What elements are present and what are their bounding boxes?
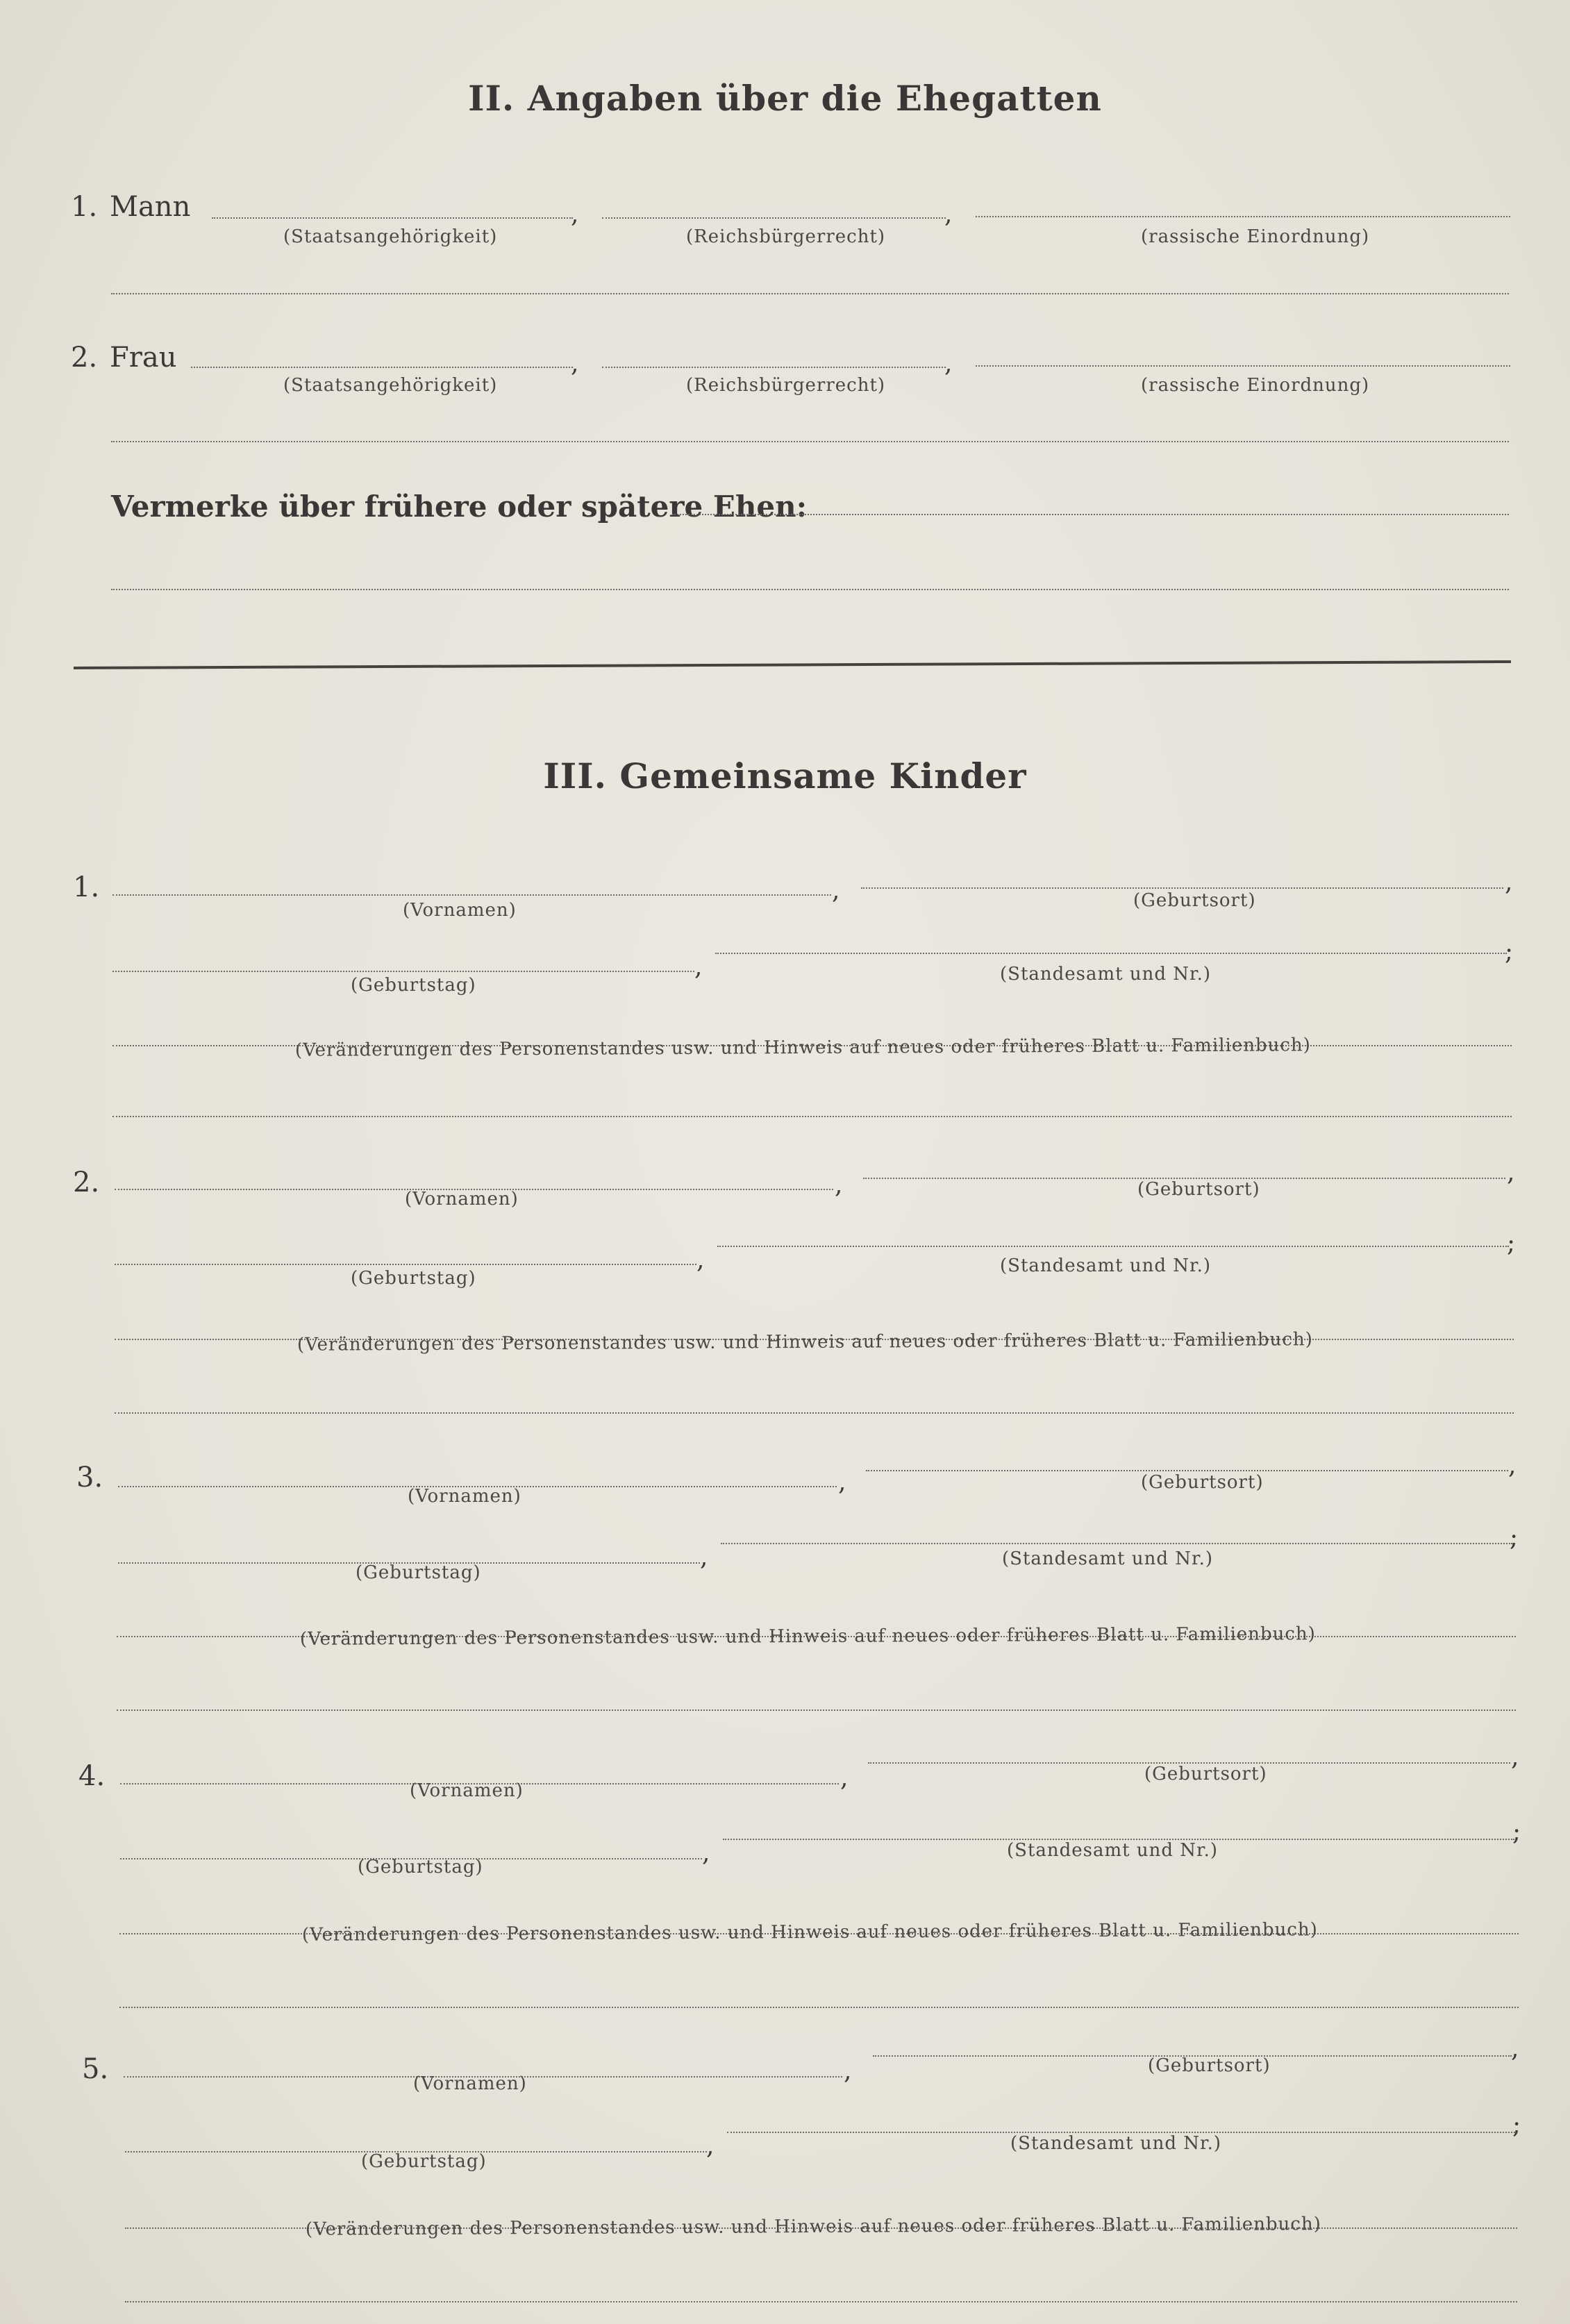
semicolon: ; — [1507, 1229, 1516, 1257]
caption-birthday: (Geburtstag) — [351, 1268, 476, 1289]
caption-changes: (Veränderungen des Personenstandes usw. und Hinweis auf neues oder früheres Blatt u. Familienbuch) — [294, 1035, 1311, 1061]
comma: , — [702, 1839, 710, 1867]
caption-given-names: (Vornamen) — [413, 2073, 527, 2094]
woman-racial-field[interactable] — [976, 365, 1510, 367]
remarks-extra-line[interactable] — [111, 589, 1509, 590]
spouse-label-man: Mann — [110, 191, 191, 223]
child-number: 3. — [76, 1462, 103, 1494]
caption-citizenship: (Staatsangehörigkeit) — [283, 226, 498, 247]
caption-birthday: (Geburtstag) — [358, 1857, 483, 1878]
comma: , — [706, 2132, 715, 2160]
caption-given-names: (Vornamen) — [405, 1189, 519, 1210]
comma: , — [1505, 868, 1513, 896]
caption-birthday: (Geburtstag) — [356, 1562, 481, 1583]
caption-changes: (Veränderungen des Personenstandes usw. und Hinweis auf neues oder früheres Blatt u. Familienbuch) — [301, 1919, 1318, 1946]
semicolon: ; — [1512, 2111, 1521, 2139]
child-registry-field[interactable] — [715, 953, 1507, 954]
remarks-field[interactable] — [672, 514, 1509, 515]
spouse-number-man: 1. — [71, 191, 98, 223]
comma: , — [944, 200, 953, 228]
child-birthplace-field[interactable] — [861, 887, 1503, 889]
comma: , — [944, 349, 953, 378]
comma: , — [838, 1468, 846, 1496]
comma: , — [571, 200, 579, 228]
man-reich-citizenship-field[interactable] — [602, 217, 946, 219]
comma: , — [700, 1543, 708, 1571]
semicolon: ; — [1510, 1523, 1519, 1552]
child-registry-field[interactable] — [721, 1543, 1512, 1544]
semicolon: ; — [1505, 937, 1514, 966]
child-extra-line[interactable] — [125, 2301, 1517, 2302]
comma: , — [1507, 1158, 1515, 1187]
caption-racial: (rassische Einordnung) — [1141, 226, 1370, 247]
caption-given-names: (Vornamen) — [410, 1780, 524, 1801]
caption-birthplace: (Geburtsort) — [1148, 2055, 1271, 2076]
man-citizenship-field[interactable] — [212, 217, 573, 219]
woman-citizenship-field[interactable] — [191, 367, 573, 368]
caption-changes: (Veränderungen des Personenstandes usw. und Hinweis auf neues oder früheres Blatt u. Familienbuch) — [299, 1623, 1316, 1650]
child-birthday-field[interactable] — [112, 971, 694, 972]
child-number: 2. — [73, 1167, 100, 1198]
comma: , — [1511, 2034, 1519, 2063]
comma: , — [1511, 1743, 1519, 1771]
comma: , — [840, 1764, 849, 1792]
semicolon: ; — [1512, 1818, 1521, 1846]
caption-registry: (Standesamt und Nr.) — [1010, 2133, 1222, 2154]
caption-given-names: (Vornamen) — [403, 900, 517, 921]
comma: , — [696, 1246, 705, 1274]
child-number: 5. — [82, 2053, 109, 2085]
section-title-spouses: II. Angaben über die Ehegatten — [468, 78, 1102, 119]
section-title-children: III. Gemeinsame Kinder — [543, 755, 1027, 796]
caption-changes: (Veränderungen des Personenstandes usw. und Hinweis auf neues oder früheres Blatt u. Familienbuch) — [305, 2214, 1321, 2240]
comma: , — [571, 349, 579, 378]
caption-birthplace: (Geburtsort) — [1141, 1472, 1264, 1493]
child-extra-line[interactable] — [115, 1412, 1514, 1414]
caption-registry: (Standesamt und Nr.) — [1000, 1255, 1212, 1276]
caption-birthplace: (Geburtsort) — [1133, 890, 1256, 911]
child-extra-line[interactable] — [117, 1709, 1516, 1711]
spouse-number-woman: 2. — [71, 342, 98, 374]
child-registry-field[interactable] — [717, 1246, 1509, 1247]
child-given-names-field[interactable] — [112, 894, 831, 896]
caption-registry: (Standesamt und Nr.) — [1007, 1840, 1219, 1861]
spouse-label-woman: Frau — [110, 342, 177, 374]
caption-reich-citizenship: (Reichsbürgerrecht) — [686, 375, 886, 396]
comma: , — [1508, 1451, 1517, 1480]
caption-registry: (Standesamt und Nr.) — [1002, 1548, 1214, 1569]
comma: , — [832, 876, 840, 905]
caption-given-names: (Vornamen) — [408, 1486, 521, 1507]
woman-extra-line[interactable] — [111, 441, 1509, 442]
caption-birthplace: (Geburtsort) — [1137, 1179, 1260, 1200]
caption-citizenship: (Staatsangehörigkeit) — [283, 375, 498, 396]
comma: , — [835, 1171, 843, 1199]
child-extra-line[interactable] — [112, 1116, 1512, 1117]
child-number: 4. — [78, 1760, 106, 1792]
caption-changes: (Veränderungen des Personenstandes usw. und Hinweis auf neues oder früheres Blatt u. Familienbuch) — [297, 1329, 1313, 1355]
child-birthplace-field[interactable] — [866, 1470, 1508, 1471]
man-extra-line[interactable] — [111, 293, 1509, 294]
comma: , — [694, 953, 703, 981]
child-number: 1. — [73, 871, 100, 903]
caption-birthplace: (Geburtsort) — [1144, 1764, 1267, 1784]
child-birthday-field[interactable] — [115, 1264, 696, 1265]
man-racial-field[interactable] — [976, 216, 1510, 217]
child-extra-line[interactable] — [119, 2007, 1519, 2008]
caption-reich-citizenship: (Reichsbürgerrecht) — [686, 226, 886, 247]
section-divider — [74, 660, 1511, 669]
comma: , — [844, 2057, 852, 2085]
caption-registry: (Standesamt und Nr.) — [1000, 964, 1212, 985]
remarks-label: Vermerke über frühere oder spätere Ehen: — [111, 490, 808, 524]
caption-racial: (rassische Einordnung) — [1141, 375, 1370, 396]
caption-birthday: (Geburtstag) — [361, 2151, 487, 2172]
woman-reich-citizenship-field[interactable] — [602, 367, 946, 368]
caption-birthday: (Geburtstag) — [351, 975, 476, 996]
